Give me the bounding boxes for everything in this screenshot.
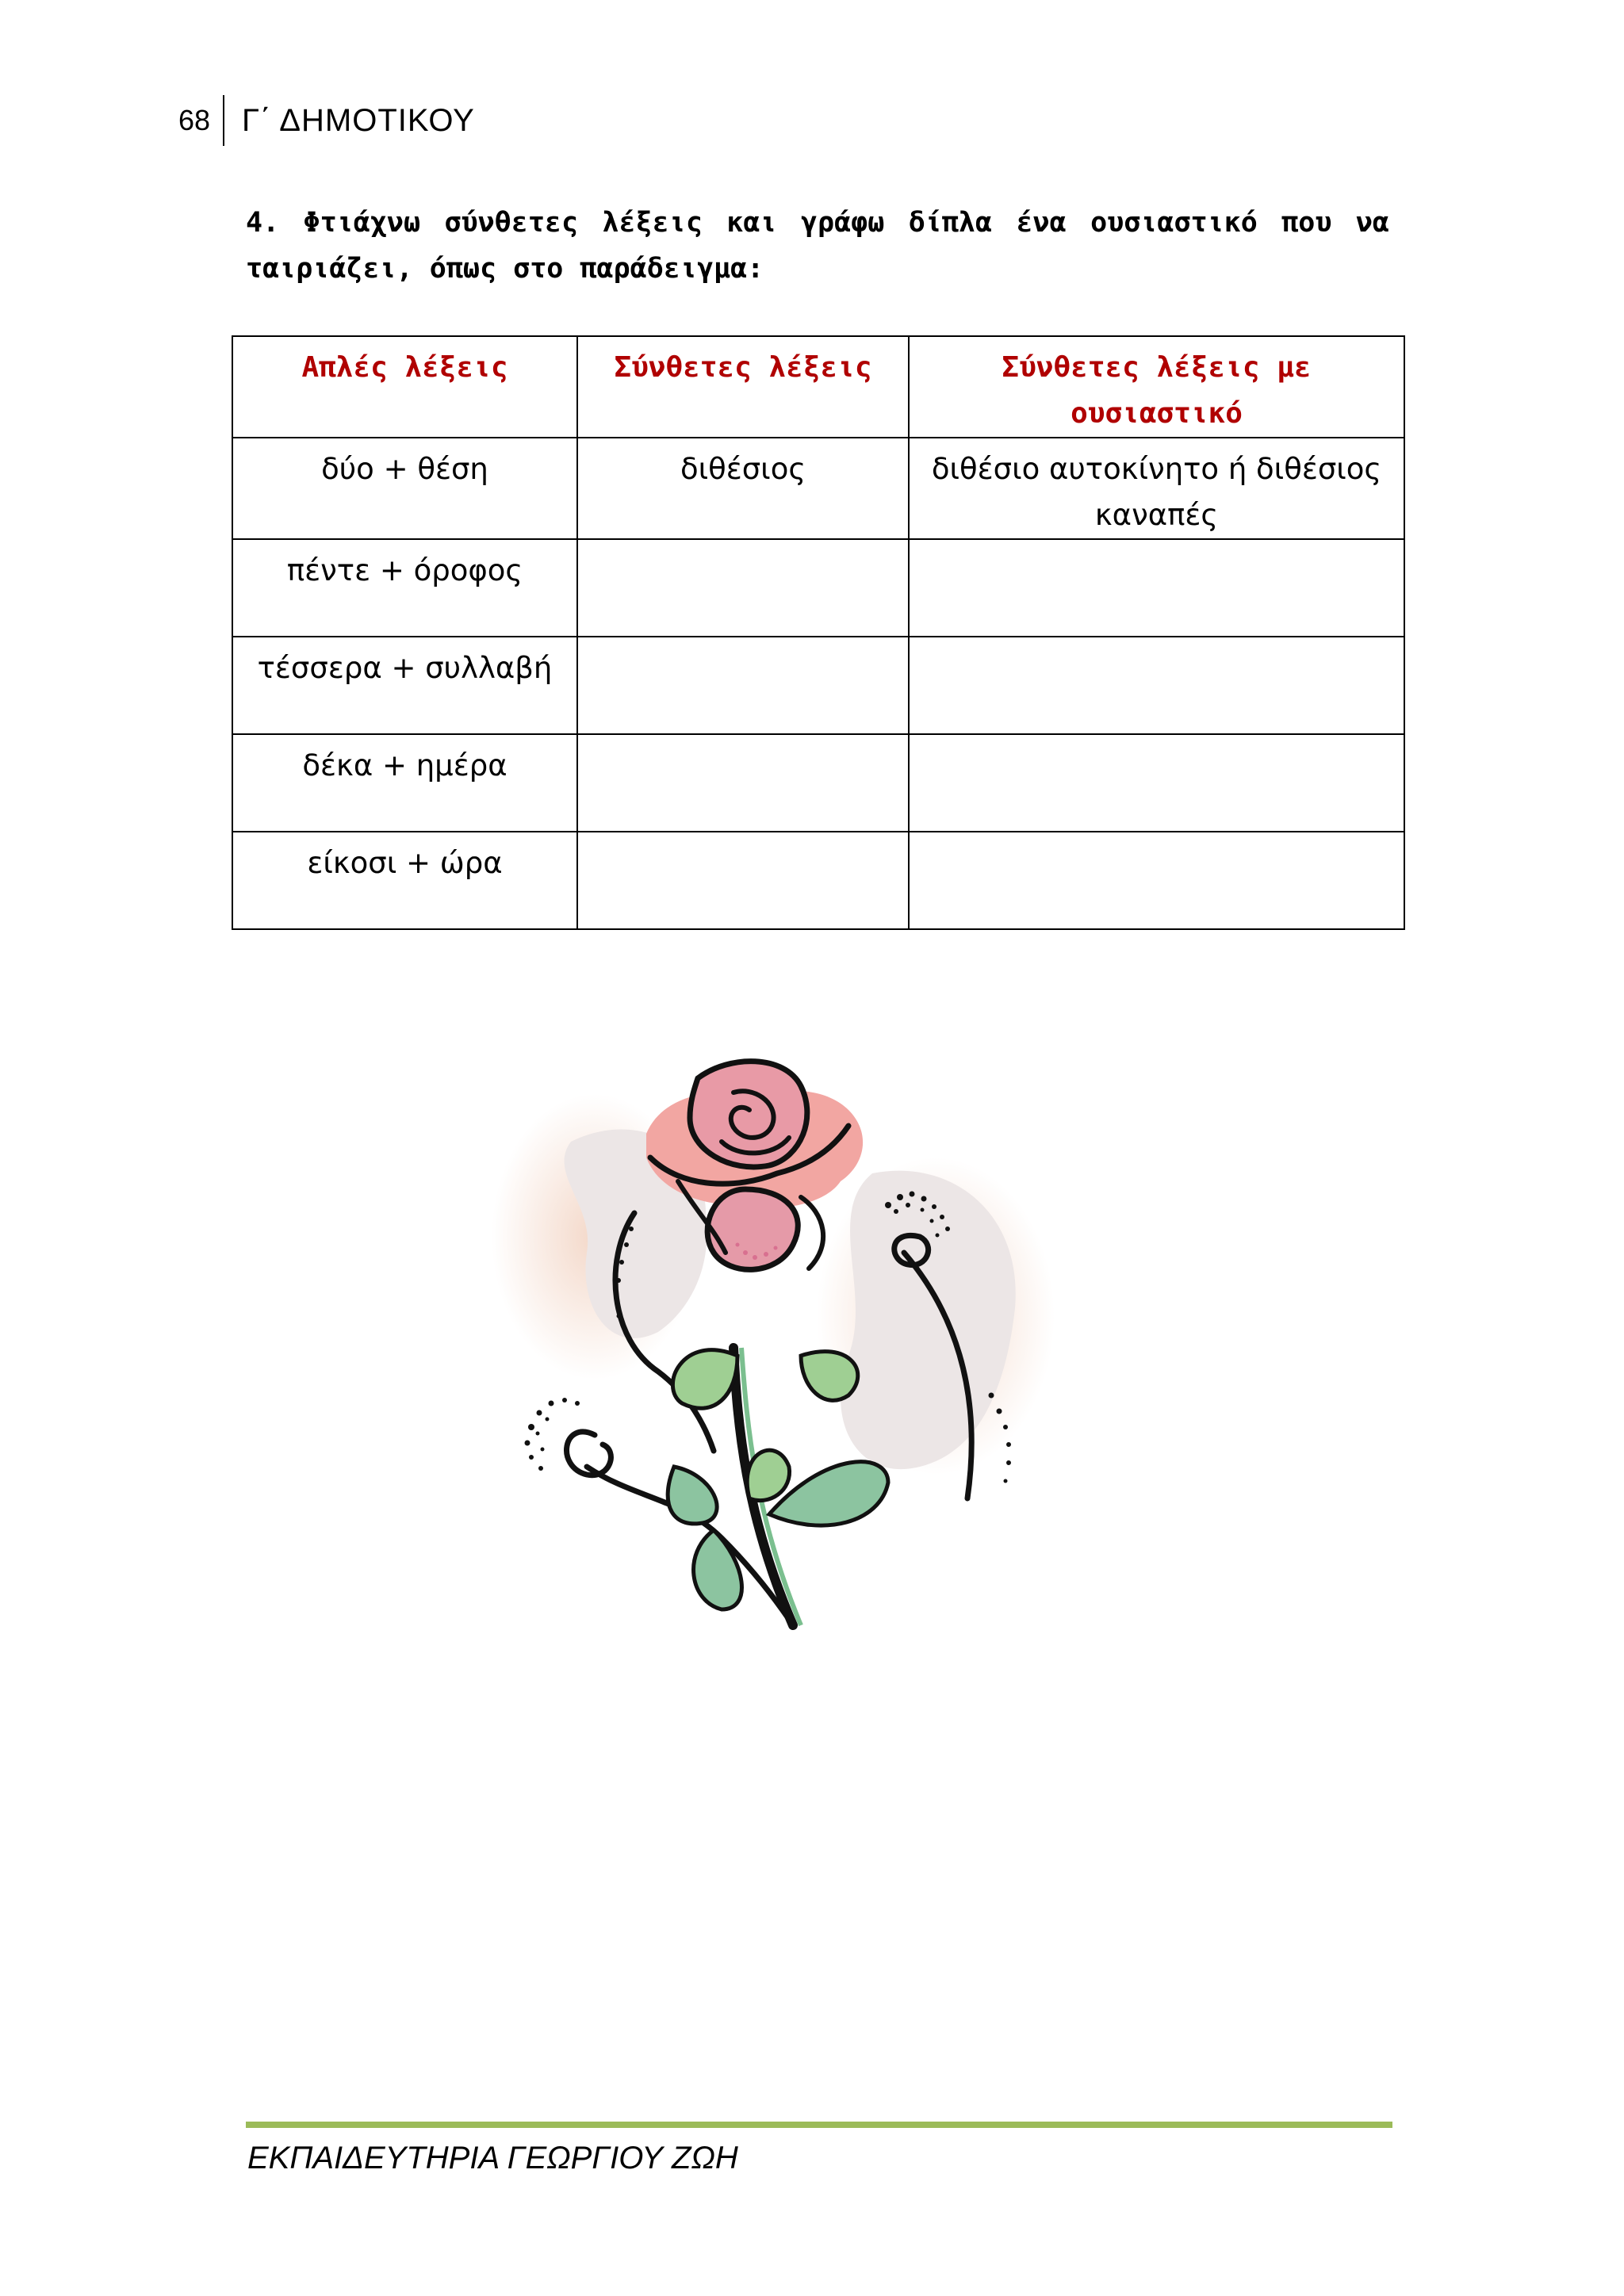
compound-word-cell[interactable] [577, 734, 909, 832]
footer-divider [246, 2122, 1392, 2128]
table-row [232, 438, 1404, 539]
header-title: Γ΄ ΔΗΜΟΤΙΚΟΥ [242, 102, 475, 138]
table-row [232, 832, 1404, 929]
simple-words-cell: δέκα + ημέρα [232, 734, 577, 832]
compound-noun-cell[interactable] [909, 539, 1404, 637]
compound-noun-cell[interactable] [909, 637, 1404, 734]
table-row [232, 734, 1404, 832]
compound-word-cell[interactable] [577, 637, 909, 734]
compound-noun-cell[interactable] [909, 832, 1404, 929]
table-header-row [232, 336, 1404, 438]
simple-words-cell: δύο + θέση [232, 438, 577, 539]
header-compound-words: Σύνθετες λέξεις [577, 336, 909, 438]
compound-words-table [232, 335, 1405, 930]
page-number: 68 [178, 104, 211, 136]
header-compound-with-noun: Σύνθετες λέξεις με ουσιαστικό [909, 336, 1404, 438]
footer-text: ΕΚΠΑΙΔΕΥΤΗΡΙΑ ΓΕΩΡΓΙΟΥ ΖΩΗ [247, 2141, 738, 2175]
simple-words-cell: τέσσερα + συλλαβή [232, 637, 577, 734]
compound-noun-cell[interactable] [909, 734, 1404, 832]
rose-icon [476, 1054, 1126, 1633]
compound-word-cell: διθέσιος [577, 438, 909, 539]
compound-word-cell[interactable] [577, 539, 909, 637]
exercise-instruction: 4. Φτιάχνω σύνθετες λέξεις και γράφω δίπλα ένα ουσιαστικό που να ταιριάζει, όπως στο παράδειγμα: [246, 207, 1389, 285]
header-divider [223, 95, 224, 146]
table-row [232, 539, 1404, 637]
header-simple-words: Απλές λέξεις [232, 336, 577, 438]
table-row [232, 637, 1404, 734]
simple-words-cell: είκοσι + ώρα [232, 832, 577, 929]
compound-noun-cell: διθέσιο αυτοκίνητο ή διθέσιος καναπές [909, 438, 1404, 539]
simple-words-cell: πέντε + όροφος [232, 539, 577, 637]
page-header [178, 95, 475, 146]
compound-word-cell[interactable] [577, 832, 909, 929]
